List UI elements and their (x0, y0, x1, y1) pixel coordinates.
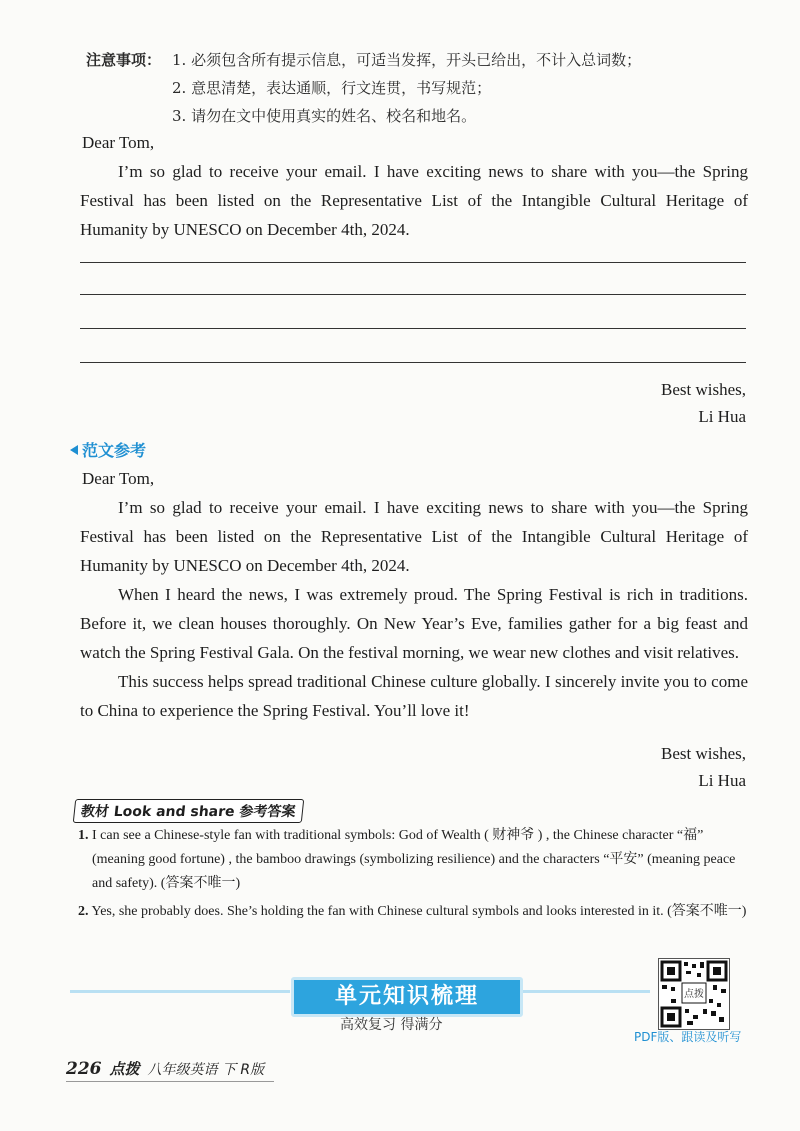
writing-line (80, 328, 746, 329)
notes-label: 注意事项： (86, 51, 162, 69)
prompt-signoff (661, 376, 746, 430)
writing-line (80, 294, 746, 295)
answers-list (78, 824, 748, 928)
triangle-marker-icon (70, 445, 78, 455)
prompt-letter (80, 128, 748, 244)
sample-greeting: Dear Tom, (82, 469, 155, 488)
note-item-3: 3. 请勿在文中使用真实的姓名、校名和地名。 (172, 107, 477, 125)
answers-tag: 教材 Look and share 参考答案 (73, 799, 304, 823)
book-title: 八年级英语 下 R版 (147, 1062, 265, 1078)
brand-name: 点拨 (109, 1060, 140, 1078)
writing-line (80, 262, 746, 263)
sample-paragraph-3: This success helps spread traditional Chinese culture globally. I sincerely invite you to come to China to experience the Spring Festival. You’ll love it! (80, 672, 748, 720)
qr-caption: PDF版、跟读及听写 (634, 1030, 742, 1044)
letter-opening: I’m so glad to receive your email. I have exciting news to share with you—the Spring Festival has been listed on the Representative List of the Intangible Cultural Heritage of Humanity by UNESCO on December 4th, 2024. (80, 162, 748, 239)
sample-essay (80, 464, 748, 725)
qr-center-label: 点拨 (684, 989, 704, 1000)
answer-item-1: 1. I can see a Chinese-style fan with traditional symbols: God of Wealth ( 财神爷 ) , the Chinese character “福” (meaning good fortune) , the bamboo drawings (symbolizing resilience) and the characters “平安” (meaning peace and safety). (答案不唯一) (78, 828, 736, 891)
sample-paragraph-2: When I heard the news, I was extremely proud. The Spring Festival is rich in traditions. Before it, we clean houses thoroughly. On New Year’s Eve, families gather for a big feast and watch the Spring Festival Gala. On the festival morning, we wear new clothes and visit relatives. (80, 585, 748, 662)
note-item-1: 注意事项： 1. 必须包含所有提示信息，可适当发挥，开头已给出，不计入总词数； (86, 46, 641, 74)
page-number: 226 (66, 1059, 102, 1079)
page-footer (66, 1058, 274, 1082)
banner-line-right (520, 990, 650, 993)
closing: Best wishes, (661, 380, 746, 399)
answer-item-2: 2. Yes, she probably does. She’s holding the fan with Chinese cultural symbols and looks interested in it. (答案不唯一) (78, 904, 747, 919)
sample-signature: Li Hua (698, 771, 746, 790)
sample-heading: 范文参考 (70, 438, 146, 461)
writing-line (80, 362, 746, 363)
unit-banner-title: 单元知识梳理 (291, 977, 523, 1017)
letter-greeting: Dear Tom, (82, 133, 155, 152)
signature: Li Hua (698, 407, 746, 426)
sample-signoff (661, 740, 746, 794)
note-item-2: 2. 意思清楚，表达通顺，行文连贯，书写规范； (172, 79, 492, 97)
sample-paragraph-1: I’m so glad to receive your email. I have exciting news to share with you—the Spring Festival has been listed on the Representative List of the Intangible Cultural Heritage of Humanity by UNESCO on December 4th, 2024. (80, 498, 748, 575)
unit-banner-subtitle: 高效复习 得满分 (340, 1017, 443, 1033)
sample-closing: Best wishes, (661, 744, 746, 763)
banner-line-left (70, 990, 290, 993)
writing-notes (86, 46, 641, 130)
qr-code-icon[interactable] (658, 958, 730, 1030)
